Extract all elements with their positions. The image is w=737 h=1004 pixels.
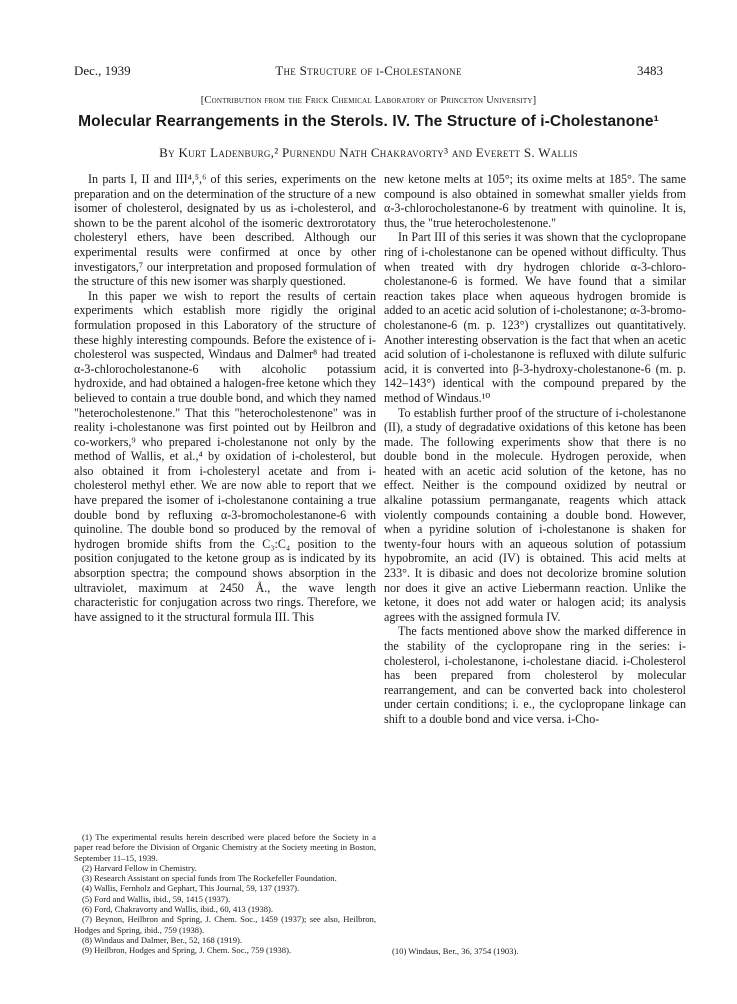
left-column (74, 172, 376, 624)
footnote: (3) Research Assistant on special funds from The Rockefeller Foundation. (82, 873, 337, 884)
footnote: (2) Harvard Fellow in Chemistry. (82, 862, 197, 873)
footnote: (9) Heilbron, Hodges and Spring, J. Chem. Soc., 759 (1938). (82, 945, 292, 956)
running-head (74, 63, 663, 81)
paragraph: To establish further proof of the structure of i-cholestanone (II), a study of degradative oxidations of this ketone has been made. The following experiments show that there is no double bond in the molecule. Hydrogen peroxide, when heated with an acetic acid solution of the ketone, has no effect. Neither is the compound oxidized by neutral or alkaline potassium permanganate, reagents which attack violently compounds containing a double bond. However, when a pyridine solution of i-cholestanone is shaken for twenty-four hours with an aqueous solution of potassium hypobromite, an acid (IV) is obtained. This acid melts at 233°. It is dibasic and does not decolorize bromine solution nor does it give an active Liebermann reaction. Unlike the ketone, it does not add water or halogen acid; its analysis agrees with the assigned formula IV. (384, 405, 686, 624)
footnote: (5) Ford and Wallis, ibid., 59, 1415 (1937). (82, 893, 231, 904)
author-line: By Kurt Ladenburg,² Purnendu Nath Chakravorty³ and Everett S. Wallis (159, 145, 578, 160)
running-title: The Structure of i-Cholestanone (275, 63, 462, 78)
footnote: (7) Beynon, Heilbron and Spring, J. Chem. Soc., 1459 (1937); see also, Heilbron, Hodges and Spring, ibid., 759 (1938). (74, 914, 376, 935)
paragraph: In Part III of this series it was shown that the cyclopropane ring of i-cholestanone can be opened without difficulty. Thus when treated with dry hydrogen chloride α-3-chloro-cholestanone-6 is formed. We have found that a similar reaction takes place when aqueous hydrogen bromide is added to an acetic acid solution of i-cholestanone; α-3-bromo-cholestanone-6 (m. p. 123°) crystallizes out quantitatively. Another interesting observation is the fact that when an acetic acid solution of i-cholestanone is refluxed with dilute sulfuric acid, it is converted into β-3-hydroxy-cholestanone-6 (m. p. 142–143°) identical with the compound prepared by the method of Windaus.¹⁰ (384, 230, 686, 405)
article-title: Molecular Rearrangements in the Sterols. IV. The Structure of i-Cholestanone¹ (78, 113, 659, 130)
footnote: (6) Ford, Chakravorty and Wallis, ibid., 60, 413 (1938). (82, 904, 274, 915)
footnote: (8) Windaus and Dalmer, Ber., 52, 168 (1919). (82, 934, 243, 945)
footnote: (4) Wallis, Fernholz and Gephart, This Journal, 59, 137 (1937). (82, 883, 300, 894)
footnotes-right (384, 946, 686, 956)
paragraph: The facts mentioned above show the marked difference in the stability of the cyclopropane ring in the series: i-cholesterol, i-cholestanone, i-cholestane diacid. i-Cholesterol has been prepared from cholesterol by molecular rearrangement, and can be converted back into cholesterol under certain conditions; i. e., the cyclopropane linkage can shift to a double bond and vice versa. i-Cho- (384, 624, 686, 726)
paragraph: In this paper we wish to report the results of certain experiments which establish more rigidly the original formulation proposed in this Laboratory of the structure of these highly interesting compounds. Before the existence of i-cholesterol was suspected, Windaus and Dalmer⁸ had treated α-3-chlorocholestanone-6 with alcoholic potassium hydroxide, and had obtained a halogen-free ketone which they believed to contain a true double bond, and which they named "heterocholestenone." That this "heterocholestenone" was in reality i-cholestanone was first pointed out by Heilbron and co-workers,⁹ who prepared i-cholestanone not only by the method of Wallis, et al.,⁴ by oxidation of i-cholesterol, but also obtained it from i-cholesteryl acetate and from i-cholesterol methyl ether. We are now able to report that we have prepared the isomer of i-cholestanone containing a true double bond by refluxing α-3-bromocholestanone-6 with quinoline. The double bond so produced by the removal of hydrogen bromide shifts from the C₃:C₄ position to the position conjugated to the ketone group as is indicated by its absorption spectra; the compound shows absorption in the ultraviolet, maximum at 2450 Å., the wave length characteristic for conjugation across two rings. Therefore, we have assigned to it the structural formula III. This (74, 288, 376, 624)
issue-date: Dec., 1939 (74, 63, 131, 78)
footnote: (10) Windaus, Ber., 36, 3754 (1903). (392, 946, 519, 956)
footnote: (1) The experimental results herein described were placed before the Society in a paper read before the Division of Organic Chemistry at the Society meeting in Boston, September 11–15, 1939. (74, 832, 376, 863)
paragraph-continued: new ketone melts at 105°; its oxime melts at 185°. The same compound is also obtained in somewhat smaller yields from α-3-chlorocholestanone-6 by treatment with quinoline. It is, thus, the "true heterocholestenone." (384, 172, 686, 230)
contribution-line: [Contribution from the Frick Chemical Laboratory of Princeton University] (200, 95, 537, 106)
page-number: 3483 (637, 63, 663, 78)
right-column (384, 172, 686, 727)
footnotes-left (74, 832, 376, 956)
paragraph: In parts I, II and III⁴,⁵,⁶ of this series, experiments on the preparation and on the determination of the structure of a new isomer of cholesterol, designated by us as i-cholesterol, and shown to be the parent alcohol of the isomeric dextrorotatory cholesteryl ethers, have been described. Although our experimental results were confirmed at once by other investigators,⁷ our interpretation and proposed formulation of the structure of this new isomer was sharply questioned. (74, 172, 376, 289)
